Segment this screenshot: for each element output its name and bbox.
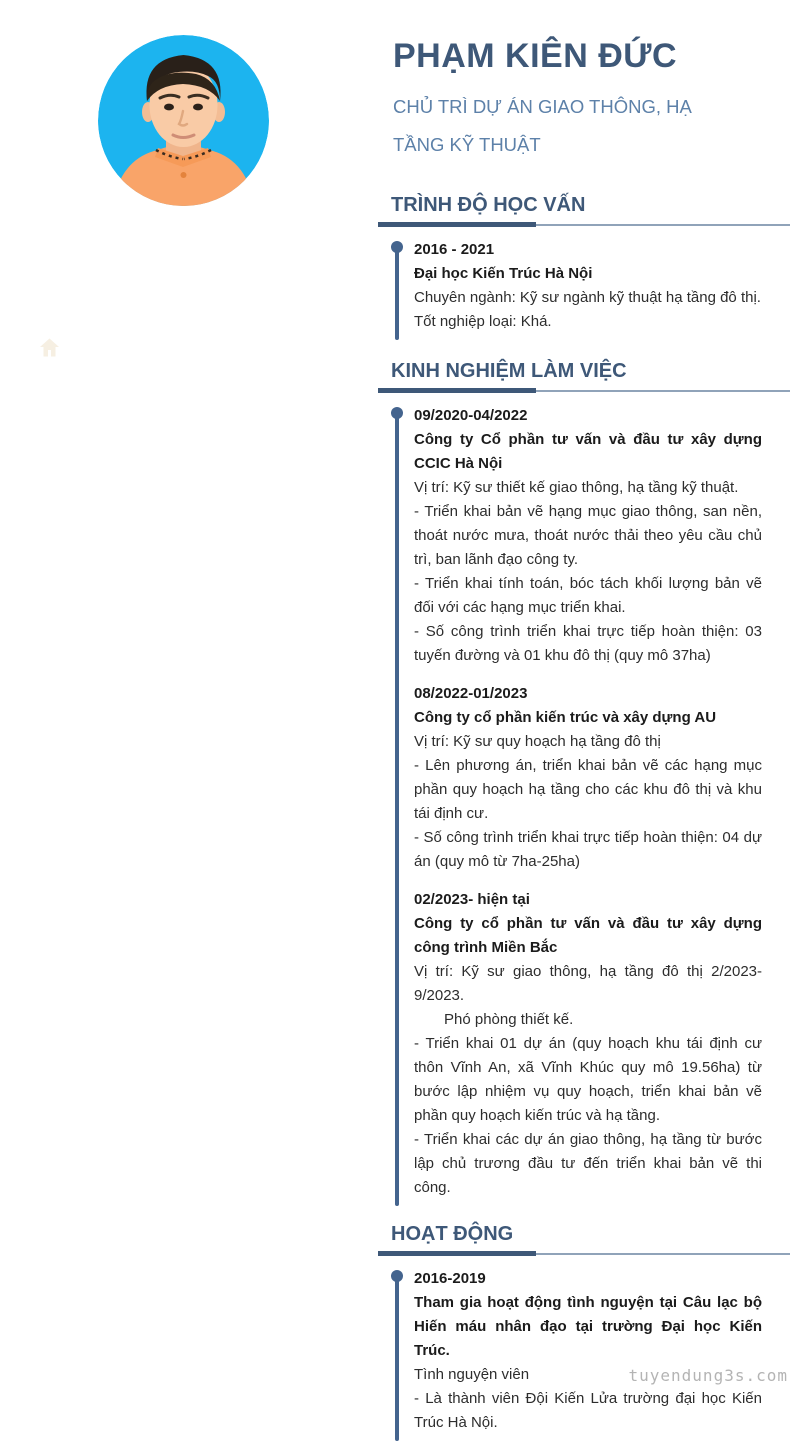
site-watermark: tuyendung3s.com [628,1366,788,1385]
entry-bullet: - Triển khai bản vẽ hạng mục giao thông, san nền, thoát nước mưa, thoát nước thải theo yêu cầu chủ trì, ban lãnh đạo công ty. [414,503,762,568]
entry-period: 02/2023- hiện tại [414,891,530,908]
experience-timeline [378,404,790,1206]
entry-position: Vị trí: Kỹ sư giao thông, hạ tầng đô thị 2/2023-9/2023. [414,963,762,1004]
candidate-name: PHẠM KIÊN ĐỨC [393,37,678,75]
entry-title: Đại học Kiến Trúc Hà Nội [414,265,593,282]
entry-title: Công ty cổ phần kiến trúc và xây dựng AU [414,709,717,726]
entry-bullet: - Triển khai 01 dự án (quy hoạch khu tái định cư thôn Vĩnh An, xã Vĩnh Khúc quy mô 19.56ha) từ bước lập nhiệm vụ quy hoạch, triển khai bản vẽ phần quy hoạch kiến trúc và hạ tầng. [414,1035,762,1124]
experience-entry [414,404,762,668]
entry-bullet: - Lên phương án, triển khai bản vẽ các hạng mục phần quy hoạch hạ tầng cho các khu đô thị và khu tái định cư. [414,757,762,822]
entry-bullet: - Triển khai tính toán, bóc tách khối lượng bản vẽ đối với các hạng mục triển khai. [414,575,762,616]
timeline-dot [391,241,403,253]
experience-entry [414,888,762,1200]
section-education [378,192,790,340]
entry-title: Công ty Cổ phần tư vấn và đầu tư xây dựng CCIC Hà Nội [414,431,762,472]
entry-position: Vị trí: Kỹ sư thiết kế giao thông, hạ tầng kỹ thuật. [414,479,739,496]
entry-bullet: - Số công trình triển khai trực tiếp hoàn thiện: 04 dự án (quy mô từ 7ha-25ha) [414,829,762,870]
entry-period: 2016 - 2021 [414,241,495,258]
activities-timeline [378,1267,790,1441]
section-heading-activities: HOẠT ĐỘNG [378,1221,790,1255]
education-timeline [378,238,790,340]
entry-title: Tham gia hoạt động tình nguyện tại Câu lạc bộ Hiến máu nhân đạo tại trường Đại học Kiến Trúc. [414,1294,762,1359]
entry-bullet: - Triển khai các dự án giao thông, hạ tầng từ bước lập chủ trương đầu tư đến triển khai bản vẽ thi công. [414,1131,762,1196]
education-entry [414,238,762,334]
timeline-dot [391,407,403,419]
entry-position: Tình nguyện viên [414,1366,530,1383]
house-icon [39,337,60,358]
section-heading-education: TRÌNH ĐỘ HỌC VẤN [378,192,790,226]
entry-period: 2016-2019 [414,1270,486,1287]
profile-photo [98,35,269,206]
entry-period: 09/2020-04/2022 [414,407,528,424]
entry-title: Công ty cổ phần tư vấn và đầu tư xây dựng công trình Miền Bắc [414,915,762,956]
section-activities [378,1221,790,1441]
entry-period: 08/2022-01/2023 [414,685,528,702]
experience-entry [414,682,762,874]
entry-bullet: - Là thành viên Đội Kiến Lửa trường đại học Kiến Trúc Hà Nội. [414,1390,762,1431]
entry-position-secondary: Phó phòng thiết kế. [444,1011,574,1028]
entry-position: Vị trí: Kỹ sư quy hoạch hạ tầng đô thị [414,733,661,750]
section-experience [378,358,790,1206]
candidate-job-title: CHỦ TRÌ DỰ ÁN GIAO THÔNG, HẠ TẦNG KỸ THUẬT [393,96,692,155]
entry-bullet: - Số công trình triển khai trực tiếp hoàn thiện: 03 tuyến đường và 01 khu đô thị (quy mô 37ha) [414,623,762,664]
entry-line: Tốt nghiệp loại: Khá. [414,313,552,330]
cv-main-column [378,28,790,1441]
entry-line: Chuyên ngành: Kỹ sư ngành kỹ thuật hạ tầng đô thị. [414,289,761,306]
profile-photo-illustration [98,35,269,206]
section-heading-experience: KINH NGHIỆM LÀM VIỆC [378,358,790,392]
timeline-dot [391,1270,403,1282]
activity-entry [414,1267,762,1435]
